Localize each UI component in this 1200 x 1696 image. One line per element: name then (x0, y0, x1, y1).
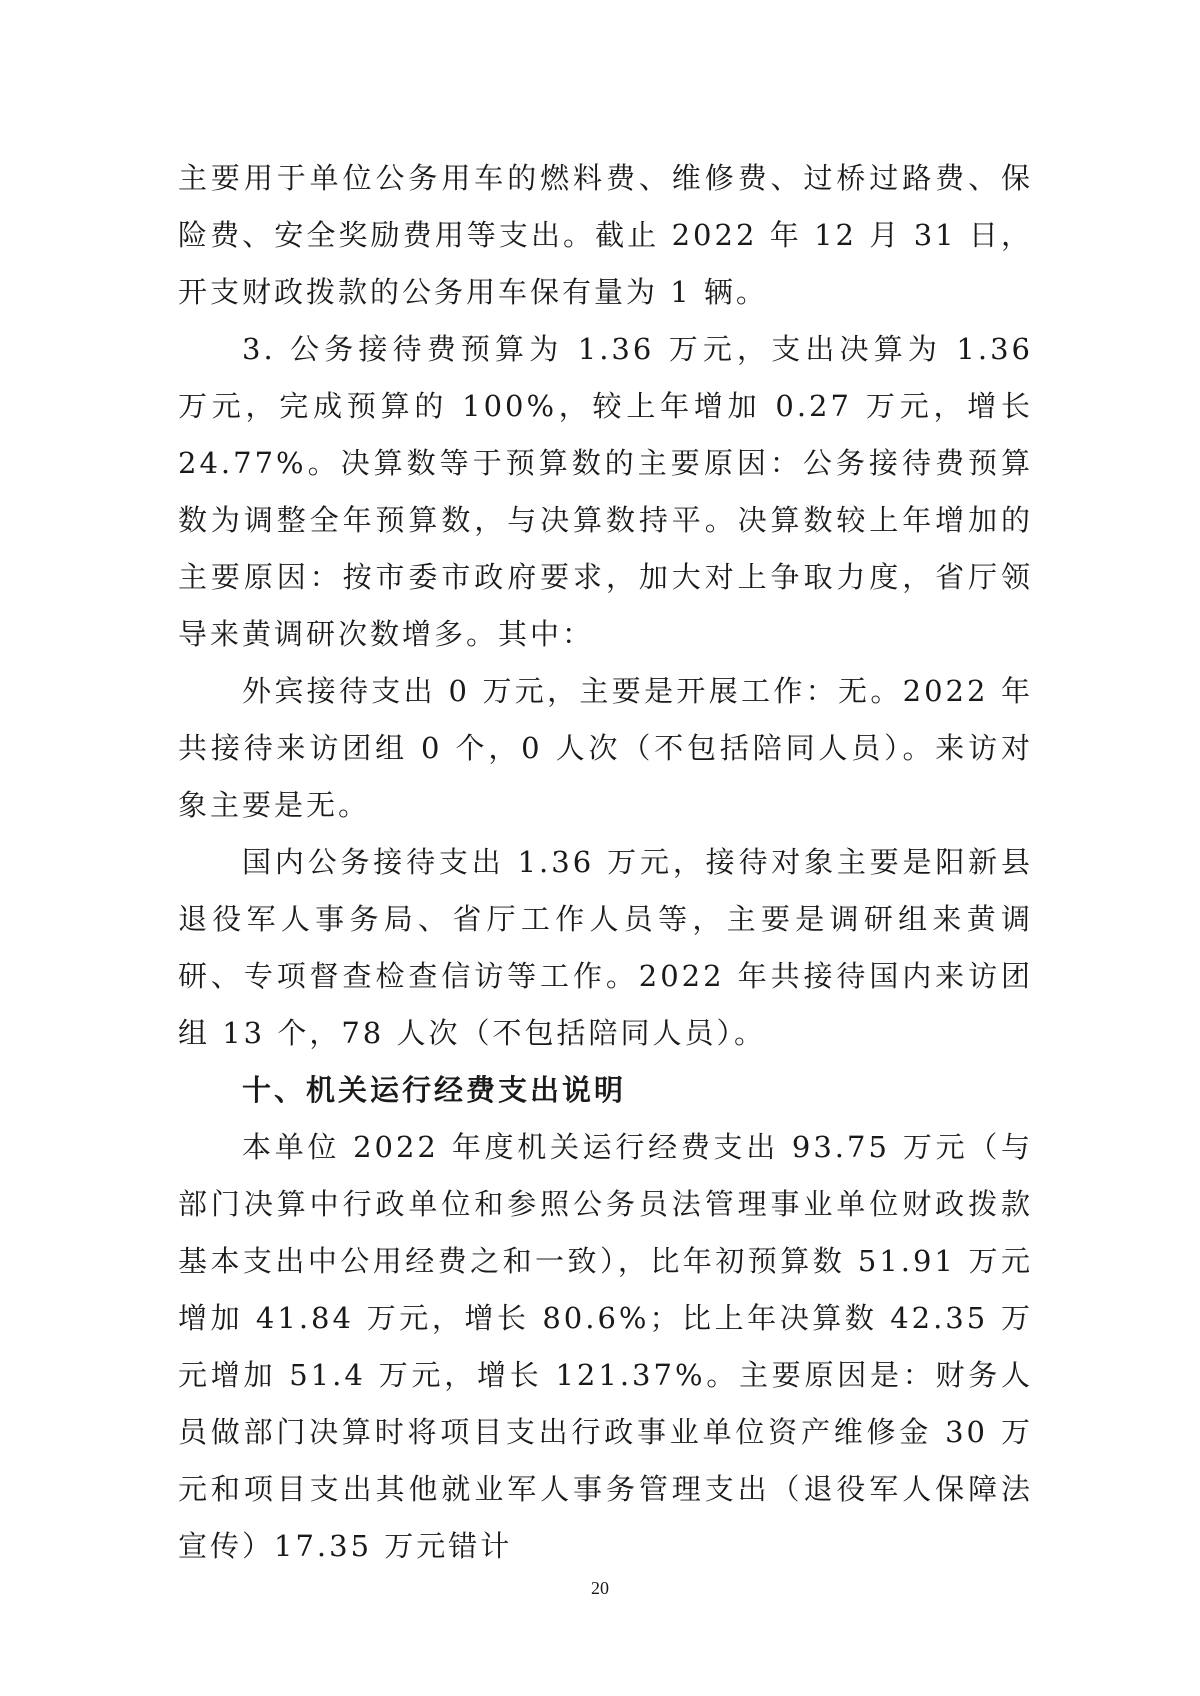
paragraph-domestic-reception: 国内公务接待支出 1.36 万元，接待对象主要是阳新县退役军人事务局、省厅工作人员等，主要是调研组来黄调研、专项督查检查信访等工作。2022 年共接待国内来访团组 13 个，78 人次（不包括陪同人员）。 (178, 845, 1033, 1050)
paragraph-operating-expenses: 本单位 2022 年度机关运行经费支出 93.75 万元（与部门决算中行政单位和参照公务员法管理事业单位财政拨款基本支出中公用经费之和一致），比年初预算数 51.91 万元增加 41.84 万元，增长 80.6%；比上年决算数 42.35 万元增加 51.4 万元，增长 121.37%。主要原因是：财务人员做部门决算时将项目支出行政事业单位资产维修金 30 万元和项目支出其他就业军人事务管理支出（退役军人保障法宣传）17.35 万元错计 (178, 1130, 1033, 1563)
paragraph-vehicle-expenses: 主要用于单位公务用车的燃料费、维修费、过桥过路费、保险费、安全奖励费用等支出。截止 2022 年 12 月 31 日，开支财政拨款的公务用车保有量为 1 辆。 (178, 161, 1033, 309)
paragraph-reception-budget: 3. 公务接待费预算为 1.36 万元，支出决算为 1.36 万元，完成预算的 100%，较上年增加 0.27 万元，增长 24.77%。决算数等于预算数的主要原因：公务接待费预算数为调整全年预算数，与决算数持平。决算数较上年增加的主要原因：按市委市政府要求，加大对上争取力度，省厅领导来黄调研次数增多。其中： (178, 332, 1033, 651)
page-number: 20 (591, 1578, 609, 1598)
paragraph-foreign-reception: 外宾接待支出 0 万元，主要是开展工作：无。2022 年共接待来访团组 0 个，0 人次（不包括陪同人员）。来访对象主要是无。 (178, 674, 1033, 822)
body-text (178, 150, 1033, 1575)
section-heading: 十、机关运行经费支出说明 (242, 1073, 627, 1107)
